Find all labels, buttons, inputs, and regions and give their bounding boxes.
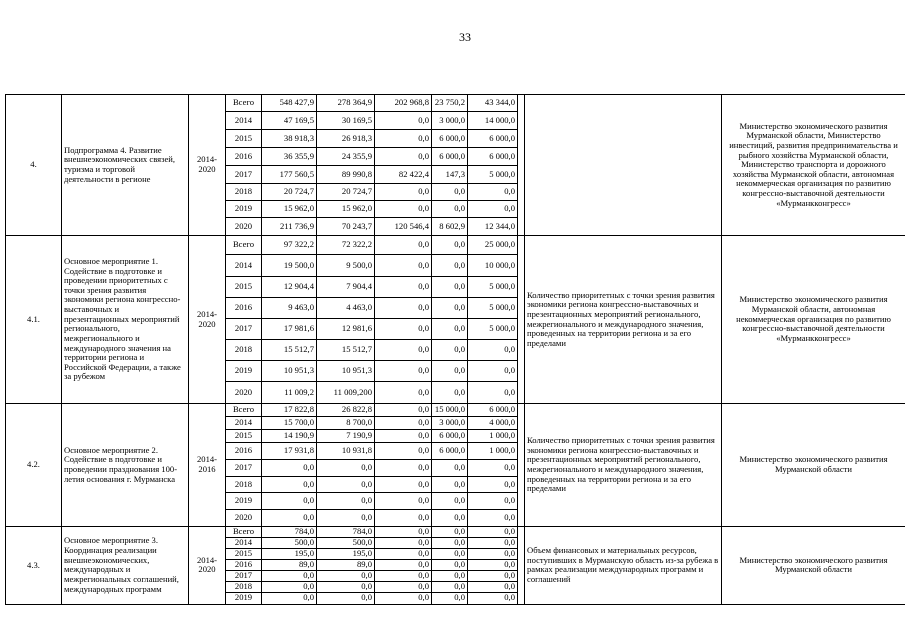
value-cell: 8 700,0: [317, 417, 375, 430]
year-cell: 2017: [226, 166, 262, 184]
value-cell: 5 000,0: [468, 319, 518, 340]
result-indicator: Количество приоритетных с точки зрения развития экономики региона конгрессно-выставочных и презентационных мероприятий регионального, межрегионального и международного значения, проведенных на территории региона и за его пределами: [525, 236, 722, 404]
year-cell: Всего: [226, 527, 262, 538]
value-cell: 0,0: [432, 236, 468, 255]
value-cell: 0,0: [317, 477, 375, 493]
value-cell: 7 904,4: [317, 277, 375, 298]
value-cell: 784,0: [262, 527, 317, 538]
value-cell: 43 344,0: [468, 95, 518, 112]
value-cell: 211 736,9: [262, 218, 317, 236]
value-cell: 0,0: [375, 559, 432, 570]
value-cell: 4 000,0: [468, 417, 518, 430]
row-number: 4.1.: [6, 236, 62, 404]
value-cell: 177 560,5: [262, 166, 317, 184]
value-cell: 97 322,2: [262, 236, 317, 255]
period: 2014-2020: [189, 527, 226, 605]
value-cell: 0,0: [375, 548, 432, 559]
value-cell: 82 422,4: [375, 166, 432, 184]
value-cell: 0,0: [375, 361, 432, 382]
value-cell: 10 000,0: [468, 255, 518, 277]
table-row: [6, 404, 905, 417]
value-cell: 0,0: [432, 510, 468, 527]
value-cell: 0,0: [432, 382, 468, 404]
value-cell: 0,0: [262, 477, 317, 493]
value-cell: 6 000,0: [468, 130, 518, 148]
value-cell: 195,0: [317, 548, 375, 559]
value-cell: 8 602,9: [432, 218, 468, 236]
value-cell: 0,0: [468, 559, 518, 570]
value-cell: 0,0: [468, 548, 518, 559]
value-cell: 0,0: [375, 255, 432, 277]
value-cell: 0,0: [375, 340, 432, 361]
year-cell: Всего: [226, 236, 262, 255]
value-cell: 0,0: [375, 236, 432, 255]
value-cell: 0,0: [432, 477, 468, 493]
value-cell: 10 951,3: [317, 361, 375, 382]
value-cell: 89,0: [262, 559, 317, 570]
table-row: [6, 236, 905, 255]
value-cell: 15 512,7: [262, 340, 317, 361]
value-cell: 17 931,8: [262, 443, 317, 460]
year-cell: 2019: [226, 493, 262, 510]
value-cell: 278 364,9: [317, 95, 375, 112]
value-cell: 1 000,0: [468, 430, 518, 443]
value-cell: 0,0: [468, 340, 518, 361]
value-cell: 47 169,5: [262, 112, 317, 130]
value-cell: 3 000,0: [432, 112, 468, 130]
value-cell: 6 000,0: [432, 443, 468, 460]
value-cell: 0,0: [432, 527, 468, 538]
value-cell: 6 000,0: [432, 430, 468, 443]
value-cell: 11 009,2: [262, 382, 317, 404]
year-cell: 2016: [226, 148, 262, 166]
value-cell: 0,0: [375, 592, 432, 604]
value-cell: 26 822,8: [317, 404, 375, 417]
value-cell: 0,0: [432, 340, 468, 361]
value-cell: 0,0: [375, 319, 432, 340]
value-cell: 0,0: [317, 510, 375, 527]
value-cell: 19 500,0: [262, 255, 317, 277]
year-cell: 2015: [226, 130, 262, 148]
page-number: 33: [459, 30, 471, 44]
value-cell: 15 700,0: [262, 417, 317, 430]
table-row: [6, 527, 905, 538]
year-cell: 2016: [226, 443, 262, 460]
value-cell: 12 981,6: [317, 319, 375, 340]
value-cell: 202 968,8: [375, 95, 432, 112]
value-cell: 12 904,4: [262, 277, 317, 298]
value-cell: 0,0: [262, 592, 317, 604]
value-cell: 0,0: [432, 460, 468, 477]
value-cell: 0,0: [375, 527, 432, 538]
executor: Министерство экономического развития Мурманской области, автономная некоммерческая организация по развитию конгрессно-выставочной деятельности «Мурманкконгресс»: [722, 236, 905, 404]
value-cell: 0,0: [317, 570, 375, 581]
year-cell: 2017: [226, 570, 262, 581]
spacer-cell: [518, 404, 525, 527]
value-cell: 0,0: [468, 592, 518, 604]
value-cell: 17 822,8: [262, 404, 317, 417]
value-cell: 0,0: [375, 382, 432, 404]
value-cell: 15 000,0: [432, 404, 468, 417]
value-cell: 0,0: [432, 559, 468, 570]
value-cell: 0,0: [375, 538, 432, 549]
executor: Министерство экономического развития Мурманской области: [722, 404, 905, 527]
year-cell: 2014: [226, 538, 262, 549]
year-cell: 2017: [226, 319, 262, 340]
value-cell: 0,0: [432, 538, 468, 549]
measure-name: Основное мероприятие 3. Координация реализации внешнеэкономических, международных и межрегиональных соглашений, международных программ: [62, 527, 189, 605]
period: 2014-2016: [189, 404, 226, 527]
year-cell: Всего: [226, 404, 262, 417]
value-cell: 7 190,9: [317, 430, 375, 443]
spacer-cell: [518, 527, 525, 605]
row-number: 4.3.: [6, 527, 62, 605]
value-cell: 0,0: [317, 460, 375, 477]
row-number: 4.2.: [6, 404, 62, 527]
value-cell: 15 512,7: [317, 340, 375, 361]
year-cell: 2016: [226, 298, 262, 319]
value-cell: 0,0: [432, 201, 468, 218]
value-cell: 12 344,0: [468, 218, 518, 236]
value-cell: 0,0: [375, 581, 432, 592]
value-cell: 26 918,3: [317, 130, 375, 148]
value-cell: 5 000,0: [468, 166, 518, 184]
value-cell: 0,0: [468, 510, 518, 527]
value-cell: 0,0: [432, 493, 468, 510]
year-cell: 2014: [226, 255, 262, 277]
result-indicator: [525, 95, 722, 236]
value-cell: 0,0: [375, 184, 432, 201]
value-cell: 70 243,7: [317, 218, 375, 236]
year-cell: 2019: [226, 361, 262, 382]
value-cell: 14 190,9: [262, 430, 317, 443]
value-cell: 4 463,0: [317, 298, 375, 319]
value-cell: 120 546,4: [375, 218, 432, 236]
value-cell: 6 000,0: [432, 130, 468, 148]
year-cell: 2017: [226, 460, 262, 477]
value-cell: 0,0: [468, 570, 518, 581]
value-cell: 500,0: [317, 538, 375, 549]
result-indicator: Объем финансовых и материальных ресурсов, поступивших в Мурманскую область из-за рубежа в рамках реализации международных программ и соглашений: [525, 527, 722, 605]
value-cell: 15 962,0: [317, 201, 375, 218]
measure-name: Основное мероприятие 2. Содействие в подготовке и проведении празднования 100-летия основания г. Мурманска: [62, 404, 189, 527]
value-cell: 0,0: [468, 581, 518, 592]
program-table: [5, 94, 905, 605]
year-cell: 2020: [226, 218, 262, 236]
value-cell: 0,0: [468, 382, 518, 404]
value-cell: 36 355,9: [262, 148, 317, 166]
year-cell: 2016: [226, 559, 262, 570]
value-cell: 0,0: [432, 592, 468, 604]
value-cell: 20 724,7: [317, 184, 375, 201]
value-cell: 0,0: [375, 130, 432, 148]
value-cell: 0,0: [432, 581, 468, 592]
value-cell: 0,0: [468, 493, 518, 510]
value-cell: 0,0: [375, 510, 432, 527]
value-cell: 0,0: [375, 570, 432, 581]
value-cell: 38 918,3: [262, 130, 317, 148]
year-cell: 2015: [226, 277, 262, 298]
executor: Министерство экономического развития Мурманской области: [722, 527, 905, 605]
value-cell: 0,0: [375, 460, 432, 477]
year-cell: 2018: [226, 477, 262, 493]
value-cell: 0,0: [375, 404, 432, 417]
value-cell: 0,0: [262, 493, 317, 510]
value-cell: 0,0: [317, 493, 375, 510]
value-cell: 0,0: [468, 361, 518, 382]
value-cell: 0,0: [375, 201, 432, 218]
value-cell: 0,0: [317, 592, 375, 604]
value-cell: 0,0: [432, 298, 468, 319]
executor: Министерство экономического развития Мурманской области, Министерство инвестиций, развития предпринимательства и рыбного хозяйства Мурманской области, Министерство транспорта и дорожного хозяйства Мурманской области, автономная некоммерческая организация по развитию конгрессно-выставочной деятельности «Мурманкконгресс»: [722, 95, 905, 236]
value-cell: 0,0: [375, 493, 432, 510]
value-cell: 0,0: [262, 581, 317, 592]
year-cell: 2018: [226, 340, 262, 361]
year-cell: 2015: [226, 430, 262, 443]
year-cell: 2019: [226, 201, 262, 218]
year-cell: 2015: [226, 548, 262, 559]
value-cell: 0,0: [432, 277, 468, 298]
table-row: [6, 95, 905, 112]
period: 2014-2020: [189, 95, 226, 236]
value-cell: 0,0: [468, 201, 518, 218]
value-cell: 0,0: [468, 538, 518, 549]
value-cell: 5 000,0: [468, 277, 518, 298]
value-cell: 23 750,2: [432, 95, 468, 112]
value-cell: 5 000,0: [468, 298, 518, 319]
value-cell: 0,0: [468, 184, 518, 201]
value-cell: 15 962,0: [262, 201, 317, 218]
year-cell: 2019: [226, 592, 262, 604]
value-cell: 0,0: [375, 298, 432, 319]
value-cell: 20 724,7: [262, 184, 317, 201]
value-cell: 89,0: [317, 559, 375, 570]
value-cell: 10 931,8: [317, 443, 375, 460]
result-indicator: Количество приоритетных с точки зрения развития экономики региона конгрессно-выставочных и презентационных мероприятий регионального, межрегионального и международного значения, проведенных на территории региона и за его пределами: [525, 404, 722, 527]
value-cell: 0,0: [375, 443, 432, 460]
year-cell: 2018: [226, 184, 262, 201]
value-cell: 30 169,5: [317, 112, 375, 130]
value-cell: 0,0: [375, 148, 432, 166]
value-cell: 0,0: [432, 319, 468, 340]
year-cell: 2020: [226, 510, 262, 527]
value-cell: 24 355,9: [317, 148, 375, 166]
value-cell: 0,0: [432, 548, 468, 559]
measure-name: Подпрограмма 4. Развитие внешнеэкономических связей, туризма и торговой деятельности в регионе: [62, 95, 189, 236]
value-cell: 0,0: [262, 460, 317, 477]
value-cell: 72 322,2: [317, 236, 375, 255]
value-cell: 6 000,0: [468, 148, 518, 166]
year-cell: Всего: [226, 95, 262, 112]
row-number: 4.: [6, 95, 62, 236]
year-cell: 2018: [226, 581, 262, 592]
value-cell: 0,0: [432, 361, 468, 382]
value-cell: 0,0: [432, 570, 468, 581]
value-cell: 6 000,0: [432, 148, 468, 166]
value-cell: 25 000,0: [468, 236, 518, 255]
period: 2014-2020: [189, 236, 226, 404]
value-cell: 0,0: [262, 570, 317, 581]
value-cell: 0,0: [375, 277, 432, 298]
value-cell: 0,0: [468, 527, 518, 538]
year-cell: 2014: [226, 112, 262, 130]
value-cell: 3 000,0: [432, 417, 468, 430]
value-cell: 89 990,8: [317, 166, 375, 184]
value-cell: 0,0: [375, 477, 432, 493]
value-cell: 0,0: [432, 255, 468, 277]
value-cell: 11 009,200: [317, 382, 375, 404]
year-cell: 2014: [226, 417, 262, 430]
value-cell: 0,0: [375, 430, 432, 443]
value-cell: 0,0: [375, 112, 432, 130]
value-cell: 0,0: [468, 460, 518, 477]
value-cell: 147,3: [432, 166, 468, 184]
value-cell: 6 000,0: [468, 404, 518, 417]
value-cell: 14 000,0: [468, 112, 518, 130]
value-cell: 0,0: [432, 184, 468, 201]
spacer-cell: [518, 236, 525, 404]
value-cell: 1 000,0: [468, 443, 518, 460]
value-cell: 17 981,6: [262, 319, 317, 340]
value-cell: 195,0: [262, 548, 317, 559]
value-cell: 0,0: [317, 581, 375, 592]
measure-name: Основное мероприятие 1. Содействие в подготовке и проведении приоритетных с точки зрения развития экономики региона конгрессно-выставочных и презентационных мероприятий регионального, межрегионального и международного значения на территории региона и Российской Федерации, а также за рубежом: [62, 236, 189, 404]
value-cell: 0,0: [375, 417, 432, 430]
value-cell: 784,0: [317, 527, 375, 538]
value-cell: 9 500,0: [317, 255, 375, 277]
value-cell: 9 463,0: [262, 298, 317, 319]
value-cell: 10 951,3: [262, 361, 317, 382]
spacer-cell: [518, 95, 525, 236]
value-cell: 548 427,9: [262, 95, 317, 112]
value-cell: 0,0: [262, 510, 317, 527]
value-cell: 0,0: [468, 477, 518, 493]
value-cell: 500,0: [262, 538, 317, 549]
year-cell: 2020: [226, 382, 262, 404]
